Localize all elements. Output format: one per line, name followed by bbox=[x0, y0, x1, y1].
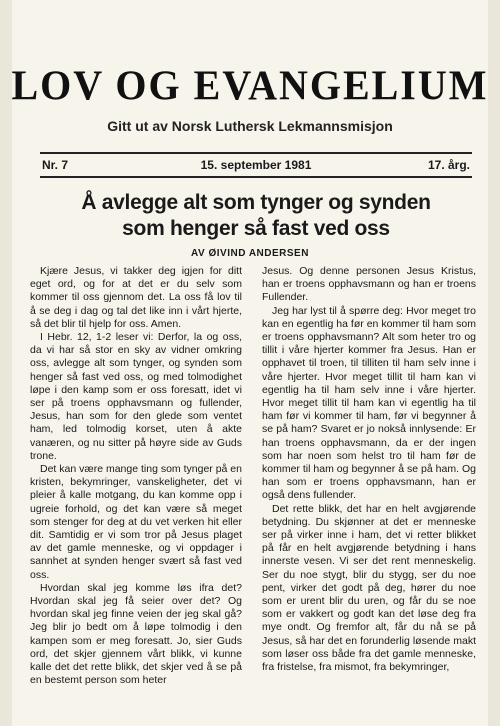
article-column-right bbox=[262, 265, 476, 674]
paragraph: Det kan være mange ting som tynger på en kristen, bekymringer, vanskeligheter, det vi pleier å kalle motgang, du kan komme opp i ugreie forhold, og det kan være så meget som stenger for deg at du vet verken hit eller dit. Samtidig er vi som tror på Jesus plaget av det gamle menneske, og vi oppdager i sannhet at synden henger svært så fast ved oss. bbox=[30, 463, 242, 581]
paragraph: Jeg har lyst til å spørre deg: Hvor meget tro kan en egentlig ha før en kommer til ham som er troens opphavsmann? Alt som heter tro og tillit i våre hjerter kommer fra Jesus. Han er opphavet til troen, til tilliten til ham selv inne i våre hjerter. Hvor meget tillit til ham kan vi egentlig ha til ham selv inne i våre hjerter. Hvor meget tillit til ham kan vi egentlig ha til ham før vi kommer til ham, før vi begynner å se på ham? Svaret er jo nokså innlysende: Er han troens opphavsmann, da er der ingen som har noen som helst tro til ham før de kommer til ham og begynner å se på ham. Og han som er troens opphavsmann, han er også dens fullender. bbox=[262, 304, 476, 502]
article-column-left bbox=[30, 265, 242, 688]
issue-number: Nr. 7 bbox=[42, 158, 69, 172]
issue-volume: 17. årg. bbox=[427, 158, 470, 172]
article-byline: AV ØIVIND ANDERSEN bbox=[191, 248, 309, 259]
paragraph: Det rette blikk, det har en helt avgjørende betydning. Du skjønner at det er menneske ser på virker inne i ham, det vi retter blikket på får en helt avgjørende betydning i hans innerste vesen. Vi ser det rent menneskelig. Ser du noe stygt, blir du stygg, ser du noe pent, virker det godt på deg, hører du noe som er urent blir du uren, og får du se noe som er vakkert og godt kan det løse deg fra mye ondt. Og fremfor alt, får du nå se på Jesus, så har det en forunderlig løsende makt som løser oss både fra det gamle menneske, fra fristelse, fra mismot, fra bekymringer, bbox=[262, 502, 476, 674]
issue-date: 15. september 1981 bbox=[200, 158, 312, 172]
headline-line-1: Å avlegge alt som tynger og synden bbox=[81, 191, 431, 214]
paragraph: I Hebr. 12, 1-2 leser vi: Derfor, la og oss, da vi har så stor en sky av vidner omkring oss, avlegge alt som tynger, og synden som henger så fast ved oss, og med tolmodighet løpe i den kamp som er oss foresatt, idet vi ser på troens opphavsmann og fullender, Jesus, han som for den glede som ventet ham, led tolmodig korset, uten å akte vanæren, og nu sitter på høyre side av Guds trone. bbox=[30, 331, 242, 462]
paragraph: Jesus. Og denne personen Jesus Kristus, han er troens opphavsmann og han er troens Fullender. bbox=[262, 265, 476, 304]
masthead-title: LOV OG EVANGELIUM bbox=[11, 61, 489, 110]
headline-line-2: som henger så fast ved oss bbox=[122, 217, 390, 240]
article-headline bbox=[40, 190, 472, 242]
paragraph: Kjære Jesus, vi takker deg igjen for ditt eget ord, og for at det er du selv som kommer til oss gjennom det. La oss få lov til å se deg i dag og tal det like inn i vårt hjerte, så det blir til hjelp for oss. Amen. bbox=[30, 265, 242, 330]
masthead-subtitle: Gitt ut av Norsk Luthersk Lekmannsmisjon bbox=[107, 118, 393, 134]
issue-bar bbox=[40, 152, 472, 178]
paragraph: Hvordan skal jeg komme løs ifra det? Hvordan skal jeg få seier over det? Og hvordan skal jeg finne veien der jeg skal gå? Jeg blir jo bedt om å løpe tolmodig i den kampen som er meg foresatt. Jo, sier Guds ord, det skjer gjennem vårt blikk, vi kunne kalle det det rette blikk, det skjer ved å se på en bestemt person som heter bbox=[30, 581, 242, 687]
